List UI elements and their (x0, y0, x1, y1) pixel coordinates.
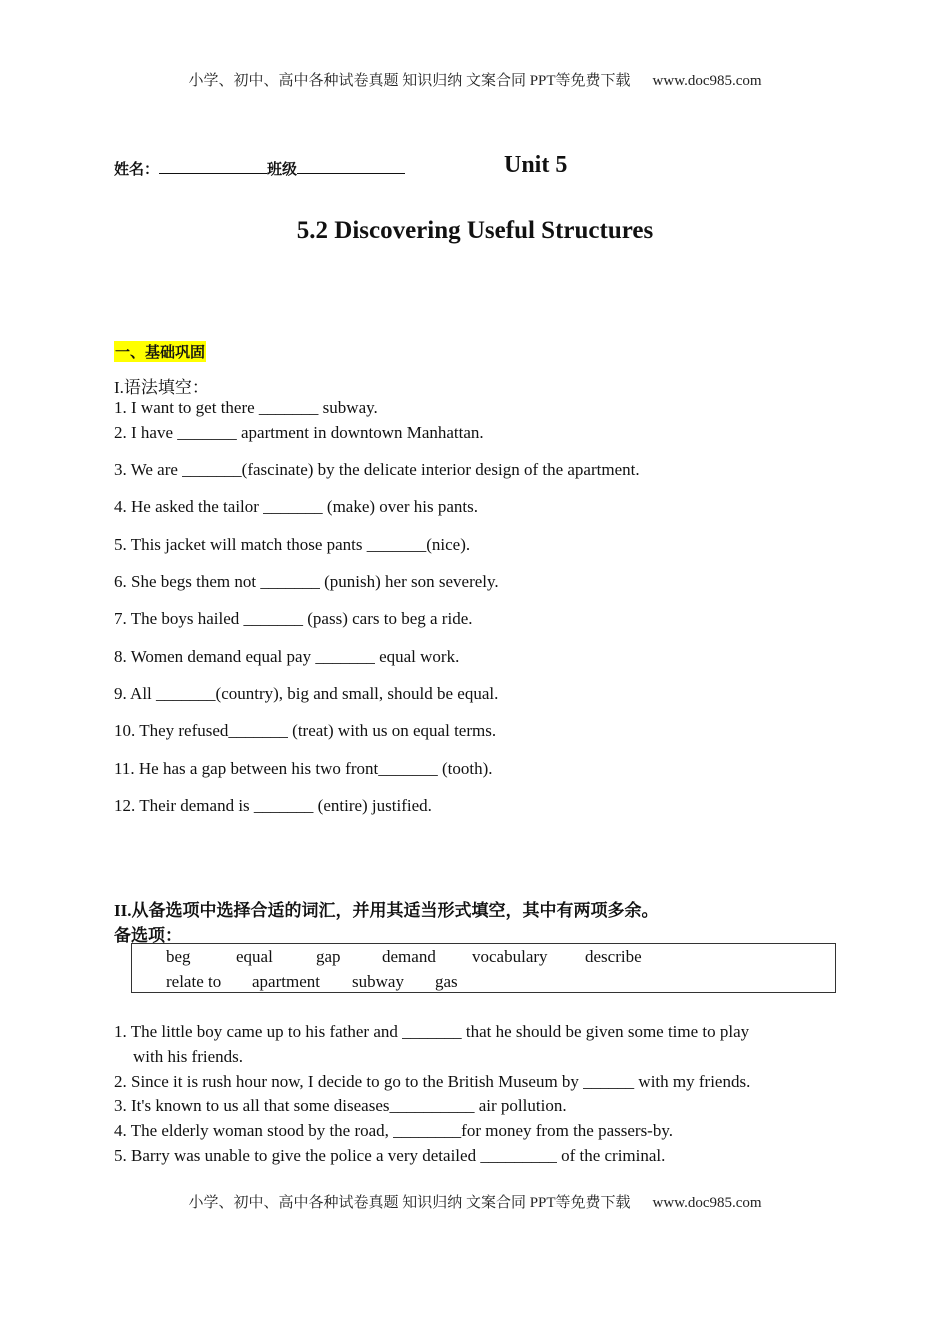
grammar-question-10: 10. They refused_______ (treat) with us on equal terms. (114, 721, 497, 740)
option-word: beg (166, 947, 191, 966)
part1-title: I.语法填空： (114, 378, 209, 397)
footer-text: 小学、初中、高中各种试卷真题 知识归纳 文案合同 PPT等免费下载 (188, 1195, 631, 1211)
grammar-question-4: 4. He asked the tailor _______ (make) over his pants. (114, 497, 478, 516)
grammar-question-3: 3. We are _______(fascinate) by the delicate interior design of the apartment. (114, 460, 640, 479)
option-word: gas (435, 972, 458, 991)
grammar-question-2: 2. I have _______ apartment in downtown Manhattan. (114, 423, 484, 442)
fill-question-5: 5. Barry was unable to give the police a very detailed _________ of the criminal. (114, 1146, 666, 1165)
header-text: 小学、初中、高中各种试卷真题 知识归纳 文案合同 PPT等免费下载 (188, 73, 631, 89)
fill-question-1: 1. The little boy came up to his father and _______ that he should be given some time to play (114, 1022, 750, 1041)
grammar-question-5: 5. This jacket will match those pants _______(nice). (114, 535, 471, 554)
fill-question-4: 4. The elderly woman stood by the road, ________for money from the passers-by. (114, 1121, 673, 1140)
page-header (0, 69, 950, 90)
name-label: 姓名： (114, 160, 160, 178)
grammar-question-6: 6. She begs them not _______ (punish) her son severely. (114, 572, 499, 591)
option-word: apartment (252, 972, 320, 991)
header-site[interactable]: www.doc985.com (652, 73, 762, 89)
option-word: vocabulary (472, 947, 548, 966)
student-info-row (114, 158, 405, 179)
grammar-question-1: 1. I want to get there _______ subway. (114, 398, 378, 417)
grammar-question-12: 12. Their demand is _______ (entire) justified. (114, 796, 432, 815)
fill-question-1-cont: with his friends. (133, 1047, 244, 1066)
option-word: gap (316, 947, 341, 966)
name-blank[interactable] (159, 159, 267, 174)
fill-question-3: 3. It's known to us all that some diseases__________ air pollution. (114, 1096, 567, 1115)
unit-title: Unit 5 (504, 152, 568, 178)
option-word: subway (352, 972, 404, 991)
word-options-box (131, 943, 836, 993)
grammar-question-11: 11. He has a gap between his two front_______ (tooth). (114, 759, 493, 778)
option-word: describe (585, 947, 642, 966)
options-label: 备选项： (114, 926, 182, 945)
part2-title: II.从备选项中选择合适的词汇，并用其适当形式填空，其中有两项多余。 (114, 901, 659, 920)
class-blank[interactable] (297, 159, 405, 174)
page-footer (0, 1191, 950, 1212)
main-title: 5.2 Discovering Useful Structures (296, 217, 654, 244)
grammar-question-7: 7. The boys hailed _______ (pass) cars to beg a ride. (114, 609, 473, 628)
grammar-question-9: 9. All _______(country), big and small, should be equal. (114, 684, 499, 703)
option-word: demand (382, 947, 436, 966)
section-badge: 一、基础巩固 (115, 343, 206, 361)
footer-site[interactable]: www.doc985.com (652, 1195, 762, 1211)
option-word: equal (236, 947, 273, 966)
grammar-question-8: 8. Women demand equal pay _______ equal work. (114, 647, 460, 666)
fill-question-2: 2. Since it is rush hour now, I decide to go to the British Museum by ______ with my friends. (114, 1072, 751, 1091)
class-label: 班级 (267, 160, 298, 178)
option-word: relate to (166, 972, 222, 991)
